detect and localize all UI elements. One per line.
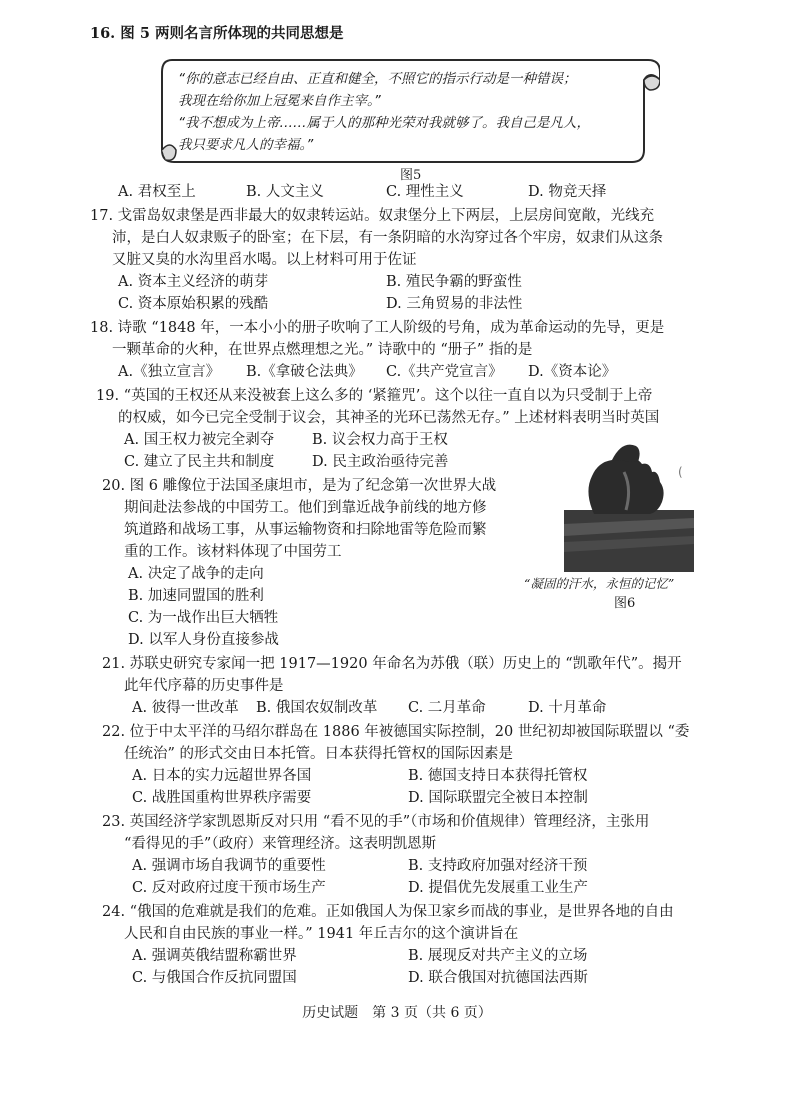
figure-6-statue-photo bbox=[562, 432, 696, 572]
q24-option-d: D. 联合俄国对抗德国法西斯 bbox=[408, 970, 588, 986]
question-19-line-2: 的权威，如今已完全受制于议会，其神圣的光环已荡然无存。” 上述材料表明当时英国 bbox=[118, 410, 660, 426]
q20-option-d: D. 以军人身份直接参战 bbox=[128, 632, 279, 648]
figure-6-label: 图6 bbox=[614, 596, 636, 611]
q19-option-a: A. 国王权力被完全剥夺 bbox=[124, 432, 275, 448]
quote-2-line-1: “我不想成为上帝……属于人的那种光荣对我就够了。我自己是凡人， bbox=[178, 115, 590, 131]
q20-option-a: A. 决定了战争的走向 bbox=[128, 566, 264, 582]
q23-option-d: D. 提倡优先发展重工业生产 bbox=[408, 880, 588, 896]
quote-1-line-1: “你的意志已经自由、正直和健全，不照它的指示行动是一种错误； bbox=[178, 71, 577, 87]
question-20-line-1: 20. 图 6 雕像位于法国圣康坦市，是为了纪念第一次世界大战 bbox=[102, 478, 497, 494]
q17-option-c: C. 资本原始积累的残酷 bbox=[118, 296, 269, 312]
figure-5-scroll bbox=[160, 50, 660, 168]
q24-option-b: B. 展现反对共产主义的立场 bbox=[408, 948, 588, 964]
question-22-line-2: 任统治” 的形式交由日本托管。日本获得托管权的国际因素是 bbox=[124, 746, 514, 762]
q24-option-a: A. 强调英俄结盟称霸世界 bbox=[132, 948, 297, 964]
question-23-line-2: “看得见的手”（政府）来管理经济。这表明凯恩斯 bbox=[124, 836, 437, 852]
question-18-line-2: 一颗革命的火种，在世界点燃理想之光。” 诗歌中的 “册子” 指的是 bbox=[112, 342, 533, 358]
q24-option-c: C. 与俄国合作反抗同盟国 bbox=[132, 970, 297, 986]
q21-option-c: C. 二月革命 bbox=[408, 700, 486, 716]
q19-option-d: D. 民主政治亟待完善 bbox=[312, 454, 449, 470]
q22-option-c: C. 战胜国重构世界秩序需要 bbox=[132, 790, 312, 806]
q21-option-d: D. 十月革命 bbox=[528, 700, 607, 716]
q16-option-a: A. 君权至上 bbox=[118, 184, 196, 200]
q23-option-a: A. 强调市场自我调节的重要性 bbox=[132, 858, 326, 874]
q21-option-b: B. 俄国农奴制改革 bbox=[256, 700, 378, 716]
q17-option-a: A. 资本主义经济的萌芽 bbox=[118, 274, 269, 290]
statue-icon bbox=[562, 432, 696, 572]
q16-option-c: C. 理性主义 bbox=[386, 184, 464, 200]
question-21-line-1: 21. 苏联史研究专家闻一把 1917—1920 年命名为苏俄（联）历史上的 “凯歌年代”。揭开 bbox=[102, 656, 682, 672]
q20-option-b: B. 加速同盟国的胜利 bbox=[128, 588, 264, 604]
question-17-line-3: 又脏又臭的水沟里舀水喝。以上材料可用于佐证 bbox=[112, 252, 417, 268]
q18-option-a: A.《独立宣言》 bbox=[118, 364, 221, 380]
q22-option-b: B. 德国支持日本获得托管权 bbox=[408, 768, 588, 784]
question-17-line-1: 17. 戈雷岛奴隶堡是西非最大的奴隶转运站。奴隶堡分上下两层，上层房间宽敞，光线充 bbox=[90, 208, 655, 224]
figure-5-label: 图5 bbox=[400, 168, 422, 183]
question-17-line-2: 沛，是白人奴隶贩子的卧室；在下层，有一条阴暗的水沟穿过各个牢房，奴隶们从这条 bbox=[112, 230, 663, 246]
question-23-line-1: 23. 英国经济学家凯恩斯反对只用 “看不见的手”（市场和价值规律）管理经济，主张用 bbox=[102, 814, 650, 830]
q18-option-b: B.《拿破仑法典》 bbox=[246, 364, 363, 380]
quote-2-line-2: 我只要求凡人的幸福。” bbox=[178, 137, 314, 153]
q18-option-c: C.《共产党宣言》 bbox=[386, 364, 503, 380]
q19-option-c: C. 建立了民主共和制度 bbox=[124, 454, 275, 470]
q16-option-b: B. 人文主义 bbox=[246, 184, 324, 200]
q18-option-d: D.《资本论》 bbox=[528, 364, 617, 380]
quote-1-line-2: 我现在给你加上冠冕来自作主宰。” bbox=[178, 93, 381, 109]
question-18-line-1: 18. 诗歌 “1848 年，一本小小的册子吹响了工人阶级的号角，成为革命运动的先导，更是 bbox=[90, 320, 665, 336]
q23-option-c: C. 反对政府过度干预市场生产 bbox=[132, 880, 326, 896]
page-footer: 历史试题 第 3 页（共 6 页） bbox=[302, 1005, 492, 1021]
question-19-line-1: 19. “英国的王权还从来没被套上这么多的 ‘紧箍咒’。这个以往一直自以为只受制于上帝 bbox=[96, 388, 653, 404]
q16-option-d: D. 物竞天择 bbox=[528, 184, 607, 200]
q17-option-d: D. 三角贸易的非法性 bbox=[386, 296, 523, 312]
q20-option-c: C. 为一战作出巨大牺牲 bbox=[128, 610, 279, 626]
question-20-line-3: 筑道路和战场工事，从事运输物资和扫除地雷等危险而繁 bbox=[124, 522, 487, 538]
q21-option-a: A. 彼得一世改革 bbox=[132, 700, 239, 716]
question-20-line-4: 重的工作。该材料体现了中国劳工 bbox=[124, 544, 342, 560]
question-24-line-1: 24. “俄国的危难就是我们的危难。正如俄国人为保卫家乡而战的事业，是世界各地的自由 bbox=[102, 904, 674, 920]
question-20-line-2: 期间赴法参战的中国劳工。他们到靠近战争前线的地方修 bbox=[124, 500, 487, 516]
svg-text:(: ( bbox=[678, 465, 683, 479]
figure-6-caption: “凝固的汗水，永恒的记忆” bbox=[524, 576, 675, 591]
question-22-line-1: 22. 位于中太平洋的马绍尔群岛在 1886 年被德国实际控制，20 世纪初却被国际联盟以 “委 bbox=[102, 724, 690, 740]
question-21-line-2: 此年代序幕的历史事件是 bbox=[124, 678, 284, 694]
q17-option-b: B. 殖民争霸的野蛮性 bbox=[386, 274, 522, 290]
question-16-stem: 16. 图 5 两则名言所体现的共同思想是 bbox=[90, 25, 344, 42]
q22-option-a: A. 日本的实力远超世界各国 bbox=[132, 768, 312, 784]
q22-option-d: D. 国际联盟完全被日本控制 bbox=[408, 790, 588, 806]
question-24-line-2: 人民和自由民族的事业一样。” 1941 年丘吉尔的这个演讲旨在 bbox=[124, 926, 519, 942]
q23-option-b: B. 支持政府加强对经济干预 bbox=[408, 858, 588, 874]
q19-option-b: B. 议会权力高于王权 bbox=[312, 432, 448, 448]
